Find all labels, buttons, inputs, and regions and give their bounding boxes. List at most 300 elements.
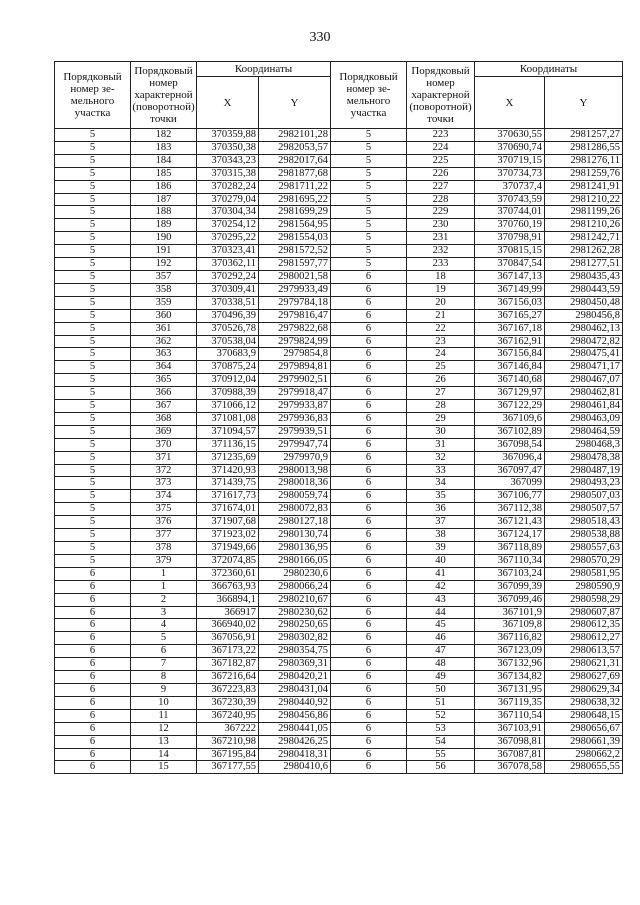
point-number-cell: 1 bbox=[131, 567, 197, 580]
table-row bbox=[55, 606, 623, 619]
parcel-number-cell: 5 bbox=[55, 451, 131, 464]
coord-x-cell: 370350,38 bbox=[197, 141, 259, 154]
table-row bbox=[55, 412, 623, 425]
parcel-number-cell: 5 bbox=[55, 374, 131, 387]
coord-x-cell: 367078,58 bbox=[475, 761, 545, 774]
coord-y-cell: 2980018,36 bbox=[259, 477, 331, 490]
coord-y-cell: 2980066,24 bbox=[259, 580, 331, 593]
point-number-cell: 232 bbox=[407, 245, 475, 258]
coord-x-cell: 367156,84 bbox=[475, 348, 545, 361]
coord-y-cell: 2982017,64 bbox=[259, 154, 331, 167]
point-number-cell: 9 bbox=[131, 683, 197, 696]
parcel-number-cell: 5 bbox=[55, 141, 131, 154]
table-row bbox=[55, 348, 623, 361]
table-row bbox=[55, 154, 623, 167]
point-number-cell: 225 bbox=[407, 154, 475, 167]
coord-x-cell: 367099,46 bbox=[475, 593, 545, 606]
coord-x-cell: 367119,35 bbox=[475, 696, 545, 709]
point-number-cell: 378 bbox=[131, 542, 197, 555]
coord-x-cell: 367129,97 bbox=[475, 387, 545, 400]
coord-x-cell: 370496,39 bbox=[197, 309, 259, 322]
coord-y-cell: 2979918,47 bbox=[259, 387, 331, 400]
coord-x-cell: 370304,34 bbox=[197, 206, 259, 219]
parcel-number-cell: 6 bbox=[331, 619, 407, 632]
parcel-number-cell: 6 bbox=[331, 412, 407, 425]
table-row bbox=[55, 438, 623, 451]
coord-y-cell: 2981262,28 bbox=[545, 245, 623, 258]
coord-x-cell: 367223,83 bbox=[197, 683, 259, 696]
coord-y-cell: 2980612,27 bbox=[545, 632, 623, 645]
header-point-number: Порядковый номер характерной (поворотной) точки bbox=[407, 62, 475, 129]
point-number-cell: 379 bbox=[131, 554, 197, 567]
coord-x-cell: 367222 bbox=[197, 722, 259, 735]
parcel-number-cell: 6 bbox=[331, 283, 407, 296]
coord-x-cell: 371949,66 bbox=[197, 542, 259, 555]
coord-x-cell: 370323,41 bbox=[197, 245, 259, 258]
table-row bbox=[55, 400, 623, 413]
coord-y-cell: 2979939,51 bbox=[259, 425, 331, 438]
coord-y-cell: 2981257,27 bbox=[545, 129, 623, 142]
coord-y-cell: 2980072,83 bbox=[259, 503, 331, 516]
coord-x-cell: 370362,11 bbox=[197, 258, 259, 271]
coord-x-cell: 366940,02 bbox=[197, 619, 259, 632]
coord-x-cell: 370254,12 bbox=[197, 219, 259, 232]
table-row bbox=[55, 567, 623, 580]
coord-x-cell: 370912,04 bbox=[197, 374, 259, 387]
parcel-number-cell: 6 bbox=[55, 683, 131, 696]
coord-y-cell: 2980518,43 bbox=[545, 516, 623, 529]
coord-x-cell: 367156,03 bbox=[475, 296, 545, 309]
coord-x-cell: 367099 bbox=[475, 477, 545, 490]
parcel-number-cell: 5 bbox=[55, 554, 131, 567]
table-row bbox=[55, 683, 623, 696]
coord-x-cell: 370538,04 bbox=[197, 335, 259, 348]
coord-y-cell: 2980581,95 bbox=[545, 567, 623, 580]
parcel-number-cell: 6 bbox=[331, 683, 407, 696]
table-row bbox=[55, 477, 623, 490]
table-row bbox=[55, 671, 623, 684]
parcel-number-cell: 5 bbox=[55, 180, 131, 193]
table-row bbox=[55, 451, 623, 464]
coord-x-cell: 370815,15 bbox=[475, 245, 545, 258]
parcel-number-cell: 6 bbox=[331, 516, 407, 529]
point-number-cell: 39 bbox=[407, 542, 475, 555]
point-number-cell: 377 bbox=[131, 529, 197, 542]
coord-x-cell: 370279,04 bbox=[197, 193, 259, 206]
coord-x-cell: 367110,54 bbox=[475, 709, 545, 722]
header-y: Y bbox=[259, 77, 331, 129]
point-number-cell: 368 bbox=[131, 412, 197, 425]
coord-x-cell: 367103,91 bbox=[475, 722, 545, 735]
parcel-number-cell: 6 bbox=[331, 735, 407, 748]
table-row bbox=[55, 361, 623, 374]
table-row bbox=[55, 490, 623, 503]
coord-y-cell: 2980013,98 bbox=[259, 464, 331, 477]
coord-x-cell: 370359,88 bbox=[197, 129, 259, 142]
header-parcel-number: Порядковый номер зе-мельного участка bbox=[55, 62, 131, 129]
parcel-number-cell: 6 bbox=[331, 696, 407, 709]
coord-x-cell: 367106,77 bbox=[475, 490, 545, 503]
table-row bbox=[55, 632, 623, 645]
point-number-cell: 230 bbox=[407, 219, 475, 232]
coord-x-cell: 370743,59 bbox=[475, 193, 545, 206]
point-number-cell: 224 bbox=[407, 141, 475, 154]
parcel-number-cell: 5 bbox=[331, 167, 407, 180]
coord-y-cell: 2979854,8 bbox=[259, 348, 331, 361]
parcel-number-cell: 6 bbox=[331, 529, 407, 542]
parcel-number-cell: 5 bbox=[55, 490, 131, 503]
parcel-number-cell: 5 bbox=[55, 270, 131, 283]
coord-y-cell: 2980648,15 bbox=[545, 709, 623, 722]
table-row bbox=[55, 232, 623, 245]
point-number-cell: 10 bbox=[131, 696, 197, 709]
point-number-cell: 231 bbox=[407, 232, 475, 245]
coord-x-cell: 367116,82 bbox=[475, 632, 545, 645]
table-row bbox=[55, 258, 623, 271]
coord-y-cell: 2980627,69 bbox=[545, 671, 623, 684]
point-number-cell: 31 bbox=[407, 438, 475, 451]
coord-y-cell: 2980478,38 bbox=[545, 451, 623, 464]
coord-x-cell: 371439,75 bbox=[197, 477, 259, 490]
coord-y-cell: 2980435,43 bbox=[545, 270, 623, 283]
coord-y-cell: 2980230,62 bbox=[259, 606, 331, 619]
parcel-number-cell: 5 bbox=[55, 335, 131, 348]
coord-y-cell: 2980487,19 bbox=[545, 464, 623, 477]
point-number-cell: 37 bbox=[407, 516, 475, 529]
point-number-cell: 370 bbox=[131, 438, 197, 451]
coord-y-cell: 2980302,82 bbox=[259, 632, 331, 645]
coord-y-cell: 2980166,05 bbox=[259, 554, 331, 567]
point-number-cell: 185 bbox=[131, 167, 197, 180]
parcel-number-cell: 6 bbox=[331, 335, 407, 348]
coord-x-cell: 371081,08 bbox=[197, 412, 259, 425]
coord-x-cell: 370338,51 bbox=[197, 296, 259, 309]
coord-x-cell: 370875,24 bbox=[197, 361, 259, 374]
parcel-number-cell: 6 bbox=[331, 400, 407, 413]
point-number-cell: 47 bbox=[407, 645, 475, 658]
coord-y-cell: 2979933,49 bbox=[259, 283, 331, 296]
coord-x-cell: 367167,18 bbox=[475, 322, 545, 335]
coord-x-cell: 367099,39 bbox=[475, 580, 545, 593]
parcel-number-cell: 6 bbox=[55, 658, 131, 671]
coord-y-cell: 2980656,67 bbox=[545, 722, 623, 735]
coord-y-cell: 2980130,74 bbox=[259, 529, 331, 542]
point-number-cell: 357 bbox=[131, 270, 197, 283]
coord-x-cell: 367162,91 bbox=[475, 335, 545, 348]
point-number-cell: 42 bbox=[407, 580, 475, 593]
coord-y-cell: 2979784,18 bbox=[259, 296, 331, 309]
parcel-number-cell: 6 bbox=[331, 348, 407, 361]
point-number-cell: 182 bbox=[131, 129, 197, 142]
point-number-cell: 364 bbox=[131, 361, 197, 374]
parcel-number-cell: 5 bbox=[55, 361, 131, 374]
point-number-cell: 36 bbox=[407, 503, 475, 516]
coord-y-cell: 2979970,9 bbox=[259, 451, 331, 464]
point-number-cell: 372 bbox=[131, 464, 197, 477]
parcel-number-cell: 5 bbox=[331, 129, 407, 142]
point-number-cell: 22 bbox=[407, 322, 475, 335]
table-row bbox=[55, 387, 623, 400]
point-number-cell: 361 bbox=[131, 322, 197, 335]
parcel-number-cell: 6 bbox=[55, 696, 131, 709]
parcel-number-cell: 5 bbox=[331, 258, 407, 271]
coord-x-cell: 370683,9 bbox=[197, 348, 259, 361]
point-number-cell: 192 bbox=[131, 258, 197, 271]
coord-y-cell: 2980059,74 bbox=[259, 490, 331, 503]
table-row bbox=[55, 193, 623, 206]
parcel-number-cell: 5 bbox=[55, 322, 131, 335]
parcel-number-cell: 6 bbox=[331, 464, 407, 477]
coord-y-cell: 2981210,26 bbox=[545, 219, 623, 232]
parcel-number-cell: 6 bbox=[331, 632, 407, 645]
point-number-cell: 359 bbox=[131, 296, 197, 309]
table-row bbox=[55, 761, 623, 774]
table-row bbox=[55, 658, 623, 671]
point-number-cell: 6 bbox=[131, 645, 197, 658]
point-number-cell: 15 bbox=[131, 761, 197, 774]
coord-y-cell: 2981572,52 bbox=[259, 245, 331, 258]
coord-x-cell: 372360,61 bbox=[197, 567, 259, 580]
coord-x-cell: 370798,91 bbox=[475, 232, 545, 245]
parcel-number-cell: 5 bbox=[331, 141, 407, 154]
table-row bbox=[55, 696, 623, 709]
point-number-cell: 30 bbox=[407, 425, 475, 438]
point-number-cell: 11 bbox=[131, 709, 197, 722]
table-row bbox=[55, 322, 623, 335]
coord-y-cell: 2980629,34 bbox=[545, 683, 623, 696]
coord-x-cell: 370744,01 bbox=[475, 206, 545, 219]
coord-x-cell: 371066,12 bbox=[197, 400, 259, 413]
header-parcel-number: Порядковый номер зе-мельного участка bbox=[331, 62, 407, 129]
coord-x-cell: 367173,22 bbox=[197, 645, 259, 658]
coord-y-cell: 2980472,82 bbox=[545, 335, 623, 348]
parcel-number-cell: 6 bbox=[331, 748, 407, 761]
parcel-number-cell: 5 bbox=[55, 400, 131, 413]
point-number-cell: 41 bbox=[407, 567, 475, 580]
coord-x-cell: 371094,57 bbox=[197, 425, 259, 438]
coord-x-cell: 370282,24 bbox=[197, 180, 259, 193]
point-number-cell: 366 bbox=[131, 387, 197, 400]
coord-y-cell: 2981554,03 bbox=[259, 232, 331, 245]
coord-y-cell: 2980410,6 bbox=[259, 761, 331, 774]
coord-y-cell: 2980493,23 bbox=[545, 477, 623, 490]
coord-x-cell: 371907,68 bbox=[197, 516, 259, 529]
header-x: X bbox=[197, 77, 259, 129]
point-number-cell: 56 bbox=[407, 761, 475, 774]
table-row bbox=[55, 580, 623, 593]
point-number-cell: 49 bbox=[407, 671, 475, 684]
parcel-number-cell: 6 bbox=[55, 567, 131, 580]
coord-x-cell: 367112,38 bbox=[475, 503, 545, 516]
parcel-number-cell: 6 bbox=[331, 309, 407, 322]
coord-y-cell: 2980456,8 bbox=[545, 309, 623, 322]
parcel-number-cell: 6 bbox=[55, 735, 131, 748]
coord-x-cell: 366763,93 bbox=[197, 580, 259, 593]
coord-y-cell: 2980607,87 bbox=[545, 606, 623, 619]
parcel-number-cell: 6 bbox=[55, 671, 131, 684]
coord-y-cell: 2982101,28 bbox=[259, 129, 331, 142]
point-number-cell: 40 bbox=[407, 554, 475, 567]
coord-y-cell: 2981711,22 bbox=[259, 180, 331, 193]
point-number-cell: 191 bbox=[131, 245, 197, 258]
header-y: Y bbox=[545, 77, 623, 129]
parcel-number-cell: 5 bbox=[331, 154, 407, 167]
table-row bbox=[55, 167, 623, 180]
table-row bbox=[55, 735, 623, 748]
point-number-cell: 189 bbox=[131, 219, 197, 232]
parcel-number-cell: 5 bbox=[331, 206, 407, 219]
point-number-cell: 55 bbox=[407, 748, 475, 761]
parcel-number-cell: 5 bbox=[55, 348, 131, 361]
coord-y-cell: 2980463,09 bbox=[545, 412, 623, 425]
point-number-cell: 1 bbox=[131, 580, 197, 593]
coord-x-cell: 370760,19 bbox=[475, 219, 545, 232]
point-number-cell: 229 bbox=[407, 206, 475, 219]
point-number-cell: 18 bbox=[407, 270, 475, 283]
table-row bbox=[55, 593, 623, 606]
coord-x-cell: 367109,8 bbox=[475, 619, 545, 632]
coord-y-cell: 2979822,68 bbox=[259, 322, 331, 335]
point-number-cell: 7 bbox=[131, 658, 197, 671]
coord-y-cell: 2980461,84 bbox=[545, 400, 623, 413]
coord-y-cell: 2980590,9 bbox=[545, 580, 623, 593]
parcel-number-cell: 5 bbox=[55, 206, 131, 219]
coord-x-cell: 370526,78 bbox=[197, 322, 259, 335]
coord-x-cell: 371674,01 bbox=[197, 503, 259, 516]
coord-x-cell: 371136,15 bbox=[197, 438, 259, 451]
coord-y-cell: 2980538,88 bbox=[545, 529, 623, 542]
parcel-number-cell: 5 bbox=[331, 193, 407, 206]
point-number-cell: 228 bbox=[407, 193, 475, 206]
coord-x-cell: 367182,87 bbox=[197, 658, 259, 671]
coord-x-cell: 367177,55 bbox=[197, 761, 259, 774]
coord-x-cell: 367147,13 bbox=[475, 270, 545, 283]
coord-x-cell: 367149,99 bbox=[475, 283, 545, 296]
coord-x-cell: 367098,81 bbox=[475, 735, 545, 748]
coord-x-cell: 371617,73 bbox=[197, 490, 259, 503]
parcel-number-cell: 5 bbox=[55, 219, 131, 232]
table-row bbox=[55, 219, 623, 232]
parcel-number-cell: 5 bbox=[55, 438, 131, 451]
coord-y-cell: 2980354,75 bbox=[259, 645, 331, 658]
point-number-cell: 374 bbox=[131, 490, 197, 503]
table-row bbox=[55, 503, 623, 516]
parcel-number-cell: 6 bbox=[55, 709, 131, 722]
table-row bbox=[55, 542, 623, 555]
coord-x-cell: 367097,47 bbox=[475, 464, 545, 477]
parcel-number-cell: 6 bbox=[331, 322, 407, 335]
parcel-number-cell: 5 bbox=[55, 258, 131, 271]
point-number-cell: 19 bbox=[407, 283, 475, 296]
parcel-number-cell: 6 bbox=[55, 748, 131, 761]
coord-y-cell: 2980621,31 bbox=[545, 658, 623, 671]
coord-x-cell: 372074,85 bbox=[197, 554, 259, 567]
point-number-cell: 187 bbox=[131, 193, 197, 206]
point-number-cell: 358 bbox=[131, 283, 197, 296]
point-number-cell: 3 bbox=[131, 606, 197, 619]
coord-x-cell: 371235,69 bbox=[197, 451, 259, 464]
point-number-cell: 362 bbox=[131, 335, 197, 348]
table-row bbox=[55, 270, 623, 283]
coord-y-cell: 2981199,26 bbox=[545, 206, 623, 219]
parcel-number-cell: 6 bbox=[331, 361, 407, 374]
parcel-number-cell: 6 bbox=[331, 722, 407, 735]
point-number-cell: 183 bbox=[131, 141, 197, 154]
parcel-number-cell: 6 bbox=[55, 632, 131, 645]
table-row bbox=[55, 180, 623, 193]
coord-y-cell: 2980443,59 bbox=[545, 283, 623, 296]
point-number-cell: 48 bbox=[407, 658, 475, 671]
parcel-number-cell: 5 bbox=[55, 232, 131, 245]
coord-x-cell: 366917 bbox=[197, 606, 259, 619]
coord-x-cell: 367140,68 bbox=[475, 374, 545, 387]
coord-y-cell: 2980638,32 bbox=[545, 696, 623, 709]
parcel-number-cell: 5 bbox=[331, 245, 407, 258]
point-number-cell: 365 bbox=[131, 374, 197, 387]
parcel-number-cell: 6 bbox=[331, 606, 407, 619]
coord-x-cell: 367131,95 bbox=[475, 683, 545, 696]
point-number-cell: 53 bbox=[407, 722, 475, 735]
coord-x-cell: 367132,96 bbox=[475, 658, 545, 671]
coord-y-cell: 2981259,76 bbox=[545, 167, 623, 180]
parcel-number-cell: 6 bbox=[331, 503, 407, 516]
table-row bbox=[55, 335, 623, 348]
parcel-number-cell: 5 bbox=[55, 296, 131, 309]
coord-x-cell: 367103,24 bbox=[475, 567, 545, 580]
parcel-number-cell: 6 bbox=[55, 593, 131, 606]
table-row bbox=[55, 141, 623, 154]
point-number-cell: 45 bbox=[407, 619, 475, 632]
table-row bbox=[55, 206, 623, 219]
coord-y-cell: 2980655,55 bbox=[545, 761, 623, 774]
coord-x-cell: 370630,55 bbox=[475, 129, 545, 142]
parcel-number-cell: 5 bbox=[55, 283, 131, 296]
point-number-cell: 5 bbox=[131, 632, 197, 645]
coord-x-cell: 370734,73 bbox=[475, 167, 545, 180]
coord-x-cell: 367134,82 bbox=[475, 671, 545, 684]
coord-y-cell: 2980210,67 bbox=[259, 593, 331, 606]
point-number-cell: 50 bbox=[407, 683, 475, 696]
parcel-number-cell: 6 bbox=[331, 490, 407, 503]
coord-y-cell: 2980418,31 bbox=[259, 748, 331, 761]
coord-x-cell: 366894,1 bbox=[197, 593, 259, 606]
parcel-number-cell: 6 bbox=[331, 671, 407, 684]
coord-x-cell: 370719,15 bbox=[475, 154, 545, 167]
point-number-cell: 227 bbox=[407, 180, 475, 193]
point-number-cell: 12 bbox=[131, 722, 197, 735]
table-row bbox=[55, 129, 623, 142]
parcel-number-cell: 5 bbox=[55, 529, 131, 542]
coord-y-cell: 2981210,22 bbox=[545, 193, 623, 206]
table-body bbox=[55, 129, 623, 774]
point-number-cell: 26 bbox=[407, 374, 475, 387]
coord-y-cell: 2980475,41 bbox=[545, 348, 623, 361]
parcel-number-cell: 5 bbox=[55, 503, 131, 516]
point-number-cell: 46 bbox=[407, 632, 475, 645]
parcel-number-cell: 6 bbox=[331, 542, 407, 555]
parcel-number-cell: 5 bbox=[331, 232, 407, 245]
coord-y-cell: 2980136,95 bbox=[259, 542, 331, 555]
header-coordinates: Координаты bbox=[197, 62, 331, 77]
coord-y-cell: 2981242,71 bbox=[545, 232, 623, 245]
point-number-cell: 360 bbox=[131, 309, 197, 322]
coord-y-cell: 2980426,25 bbox=[259, 735, 331, 748]
point-number-cell: 8 bbox=[131, 671, 197, 684]
coord-x-cell: 367124,17 bbox=[475, 529, 545, 542]
point-number-cell: 52 bbox=[407, 709, 475, 722]
coord-y-cell: 2980462,13 bbox=[545, 322, 623, 335]
header-point-number: Порядковый номер характерной (поворотной) точки bbox=[131, 62, 197, 129]
